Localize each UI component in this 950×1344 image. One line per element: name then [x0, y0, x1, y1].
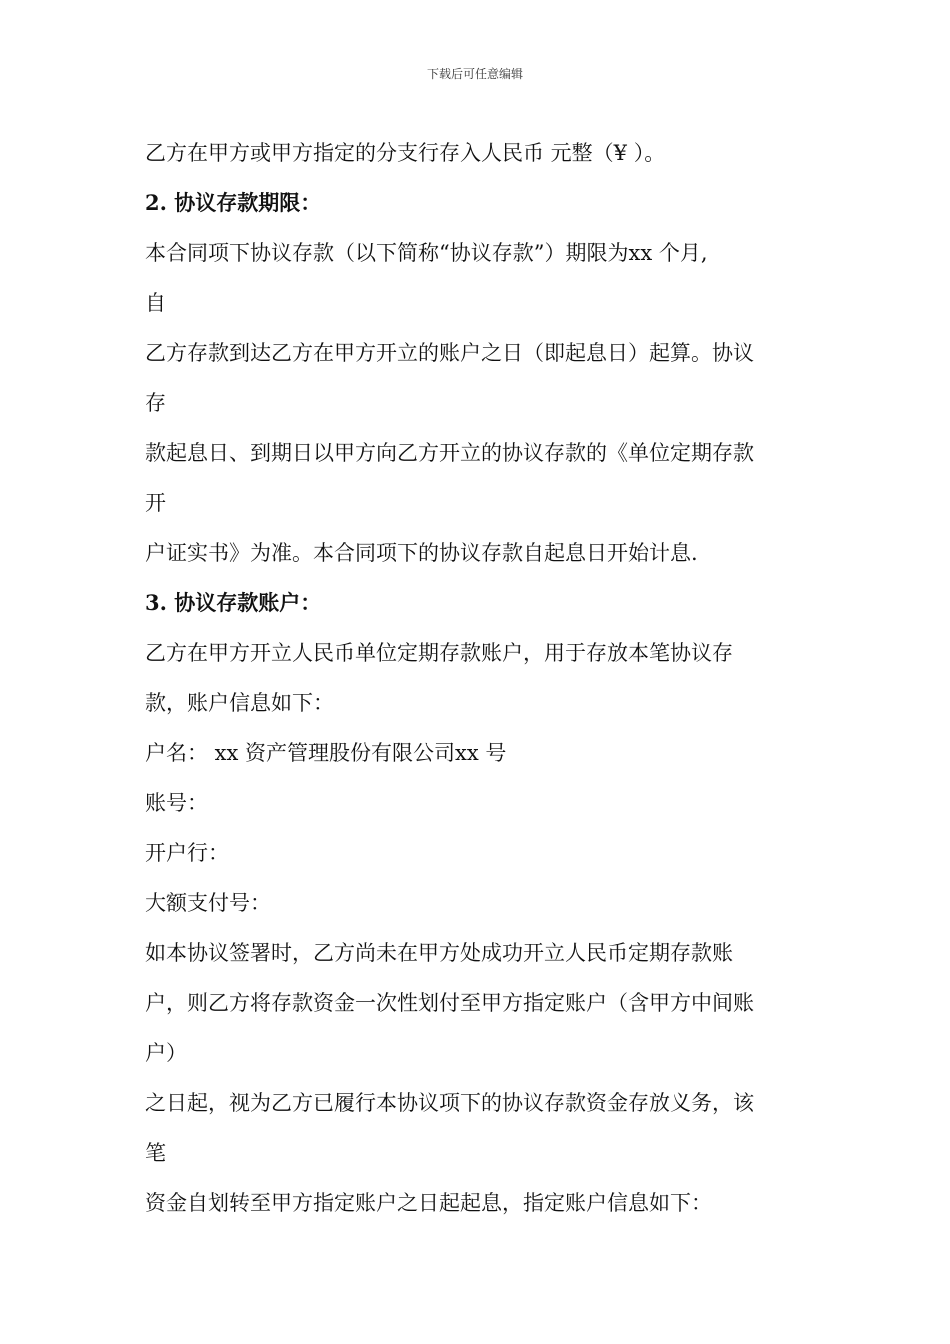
- paragraph-line: 自: [145, 291, 166, 315]
- paragraph-line: 乙方在甲方或甲方指定的分支行存入人民币 元整（¥ ）。: [145, 141, 666, 165]
- paragraph-line: 户，则乙方将存款资金一次性划付至甲方指定账户（含甲方中间账: [145, 991, 754, 1015]
- section-heading: 2. 协议存款期限：: [145, 190, 322, 215]
- paragraph-line: 存: [145, 391, 166, 415]
- account-name-line: 户名： xx 资产管理股份有限公司xx 号: [145, 741, 507, 765]
- account-number-line: 账号：: [145, 791, 208, 815]
- paragraph-line: 乙方存款到达乙方在甲方开立的账户之日（即起息日）起算。协议: [145, 341, 754, 365]
- paragraph-line: 笔: [145, 1141, 166, 1165]
- document-body: [145, 128, 805, 1228]
- page-header: 下载后可任意编辑: [426, 67, 523, 81]
- paragraph-line: 资金自划转至甲方指定账户之日起起息，指定账户信息如下：: [145, 1191, 712, 1215]
- bank-branch-line: 开户行：: [145, 841, 229, 865]
- paragraph-line: 之日起，视为乙方已履行本协议项下的协议存款资金存放义务，该: [145, 1091, 754, 1115]
- paragraph-line: 乙方在甲方开立人民币单位定期存款账户，用于存放本笔协议存: [145, 641, 733, 665]
- paragraph-line: 开: [145, 491, 166, 515]
- paragraph-line: 款起息日、到期日以甲方向乙方开立的协议存款的《单位定期存款: [145, 441, 754, 465]
- paragraph-line: 如本协议签署时，乙方尚未在甲方处成功开立人民币定期存款账: [145, 941, 733, 965]
- paragraph-line: 户）: [145, 1041, 187, 1065]
- payment-number-line: 大额支付号：: [145, 891, 271, 915]
- paragraph-line: 本合同项下协议存款（以下简称“协议存款”）期限为xx 个月,: [145, 241, 708, 265]
- paragraph-line: 户证实书》为准。本合同项下的协议存款自起息日开始计息.: [145, 541, 698, 565]
- paragraph-line: 款，账户信息如下：: [145, 691, 334, 715]
- section-heading: 3. 协议存款账户：: [145, 590, 322, 615]
